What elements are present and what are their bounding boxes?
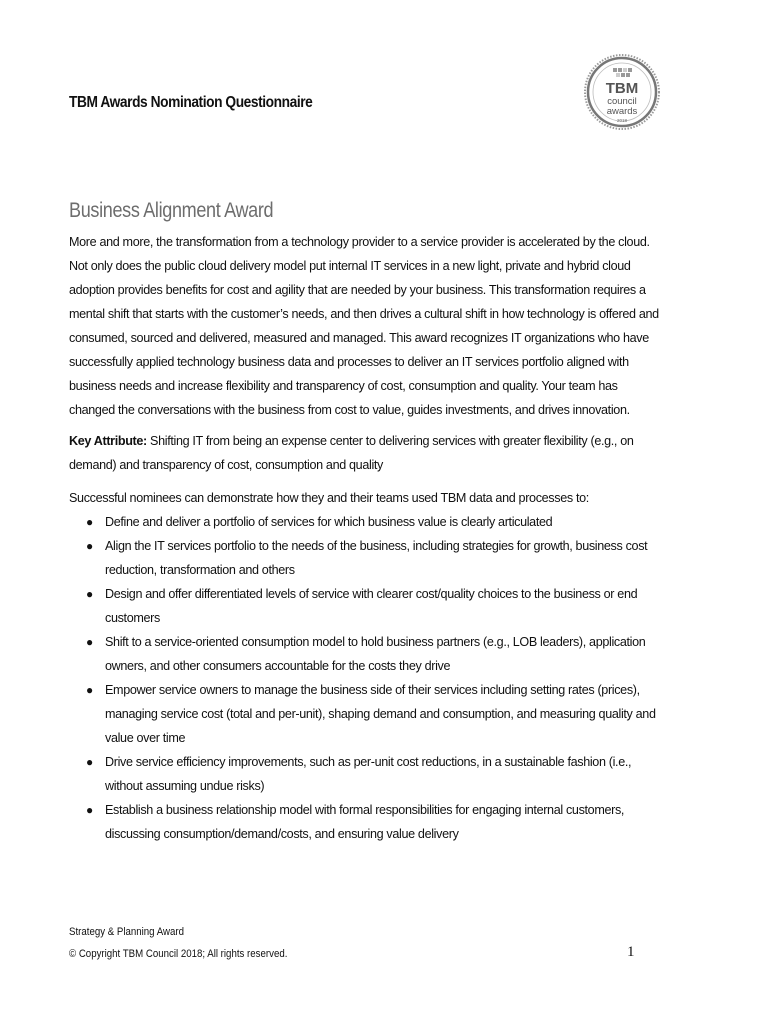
bullet-icon: ● (86, 635, 93, 649)
key-attribute-paragraph (69, 429, 661, 477)
seal-line3: awards (606, 106, 638, 117)
bullet-icon: ● (86, 755, 93, 769)
document-title: TBM Awards Nomination Questionnaire (69, 94, 313, 111)
list-item: ● Design and offer differentiated levels of service with clearer cost/quality choices to the business or end customers (69, 582, 661, 630)
list-item: ● Establish a business relationship model with formal responsibilities for engaging internal customers, discussing consumption/demand/costs, and ensuring value delivery (69, 798, 661, 846)
nominees-intro: Successful nominees can demonstrate how they and their teams used TBM data and processes to: (69, 491, 589, 505)
list-item: ● Empower service owners to manage the business side of their services including setting rates (prices), managing service cost (total and per-unit), shaping demand and consumption, and measuring quality and value over time (69, 678, 661, 750)
footer-section-name: Strategy & Planning Award (69, 926, 184, 938)
seal-year: 2018 (616, 118, 628, 123)
nominee-criteria-list (69, 510, 661, 846)
key-attribute-text: Shifting IT from being an expense center to delivering services with greater flexibility (e.g., on demand) and transparency of cost, consumption and quality (69, 434, 634, 472)
bullet-icon: ● (86, 803, 93, 817)
list-item: ● Define and deliver a portfolio of services for which business value is clearly articulated (69, 510, 661, 534)
section-body (69, 230, 661, 846)
intro-paragraph: More and more, the transformation from a technology provider to a service provider is accelerated by the cloud. Not only does the public cloud delivery model put internal IT services in a new light, private and hybrid cloud adoption provides benefits for cost and agility that are needed by your business. This transformation requires a mental shift that starts with the customer’s needs, and then drives a cultural shift in how technology is offered and consumed, sourced and delivered, measured and managed. This award recognizes IT organizations who have successfully applied technology business data and processes to deliver an IT services portfolio aligned with business needs and increase flexibility and transparency of cost, consumption and quality. Your team has changed the conversations with the business from cost to value, guides investments, and drives innovation. (69, 235, 659, 417)
bullet-icon: ● (86, 683, 93, 697)
key-attribute-label: Key Attribute: (69, 434, 147, 448)
bullet-icon: ● (86, 587, 93, 601)
page-number: 1 (627, 944, 635, 960)
section-title: Business Alignment Award (69, 199, 274, 222)
bullet-icon: ● (86, 539, 93, 553)
bullet-icon: ● (86, 515, 93, 529)
footer-copyright: © Copyright TBM Council 2018; All rights reserved. (69, 948, 288, 960)
tbm-council-awards-seal-icon (583, 27, 661, 157)
list-item: ● Shift to a service-oriented consumption model to hold business partners (e.g., LOB leaders), application owners, and other consumers accountable for the costs they drive (69, 630, 661, 678)
seal-brand: TBM (605, 80, 639, 97)
seal-line2: council (607, 96, 637, 107)
list-item: ● Align the IT services portfolio to the needs of the business, including strategies for growth, business cost reduction, transformation and others (69, 534, 661, 582)
list-item: ● Drive service efficiency improvements, such as per-unit cost reductions, in a sustainable fashion (i.e., without assuming undue risks) (69, 750, 661, 798)
